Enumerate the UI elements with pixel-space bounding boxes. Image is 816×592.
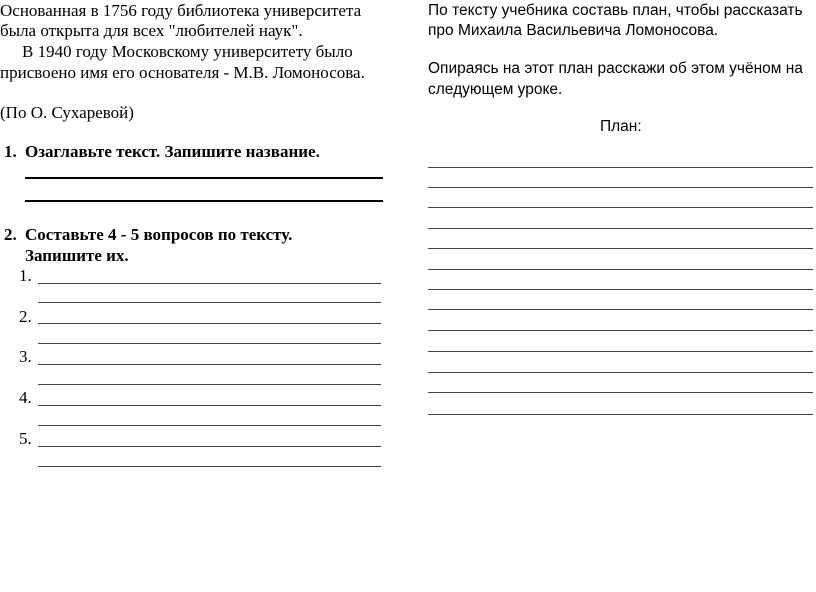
intro-line-1: По тексту учебника составь план, чтобы рассказать <box>428 2 803 19</box>
text-line-1: Основанная в 1756 году библиотека университета <box>0 1 362 20</box>
attribution: (По О. Сухаревой) <box>0 103 134 122</box>
plan-line[interactable] <box>428 248 813 249</box>
question-number: 5. <box>19 429 32 448</box>
plan-line[interactable] <box>428 207 813 208</box>
plan-line[interactable] <box>428 269 813 270</box>
instruction-line-1: Опираясь на этот план расскажи об этом учёном на <box>428 60 803 77</box>
question-answer-line[interactable] <box>38 405 381 406</box>
question-answer-line[interactable] <box>38 446 381 447</box>
question-answer-line[interactable] <box>38 302 381 303</box>
plan-line[interactable] <box>428 372 813 373</box>
task-1-text: Озаглавьте текст. Запишите название. <box>25 142 320 161</box>
question-answer-line[interactable] <box>38 343 381 344</box>
question-answer-line[interactable] <box>38 364 381 365</box>
title-answer-line-1[interactable] <box>25 177 383 179</box>
plan-line[interactable] <box>428 414 813 415</box>
question-answer-line[interactable] <box>38 466 381 467</box>
plan-line[interactable] <box>428 309 813 310</box>
task-2-number: 2. <box>4 225 17 244</box>
question-number: 3. <box>19 347 32 366</box>
question-number: 2. <box>19 307 32 326</box>
plan-line[interactable] <box>428 187 813 188</box>
plan-line[interactable] <box>428 330 813 331</box>
plan-label: План: <box>600 118 642 135</box>
text-line-4: присвоено имя его основателя - М.В. Ломоносова. <box>0 63 365 82</box>
plan-line[interactable] <box>428 228 813 229</box>
question-number: 4. <box>19 388 32 407</box>
text-line-2: была открыта для всех "любителей наук". <box>0 21 303 40</box>
plan-line[interactable] <box>428 289 813 290</box>
task-1-number: 1. <box>4 142 17 161</box>
question-number: 1. <box>19 266 32 285</box>
question-answer-line[interactable] <box>38 323 381 324</box>
question-answer-line[interactable] <box>38 425 381 426</box>
title-answer-line-2[interactable] <box>25 200 383 202</box>
question-answer-line[interactable] <box>38 384 381 385</box>
task-2-text-line-2: Запишите их. <box>25 246 129 265</box>
intro-line-2: про Михаила Васильевича Ломоносова. <box>428 22 719 39</box>
task-2-text-line-1: Составьте 4 - 5 вопросов по тексту. <box>25 225 293 244</box>
question-answer-line[interactable] <box>38 283 381 284</box>
plan-line[interactable] <box>428 392 813 393</box>
text-line-3: В 1940 году Московскому университету было <box>22 42 353 61</box>
instruction-line-2: следующем уроке. <box>428 81 563 98</box>
plan-line[interactable] <box>428 167 813 168</box>
plan-line[interactable] <box>428 351 813 352</box>
